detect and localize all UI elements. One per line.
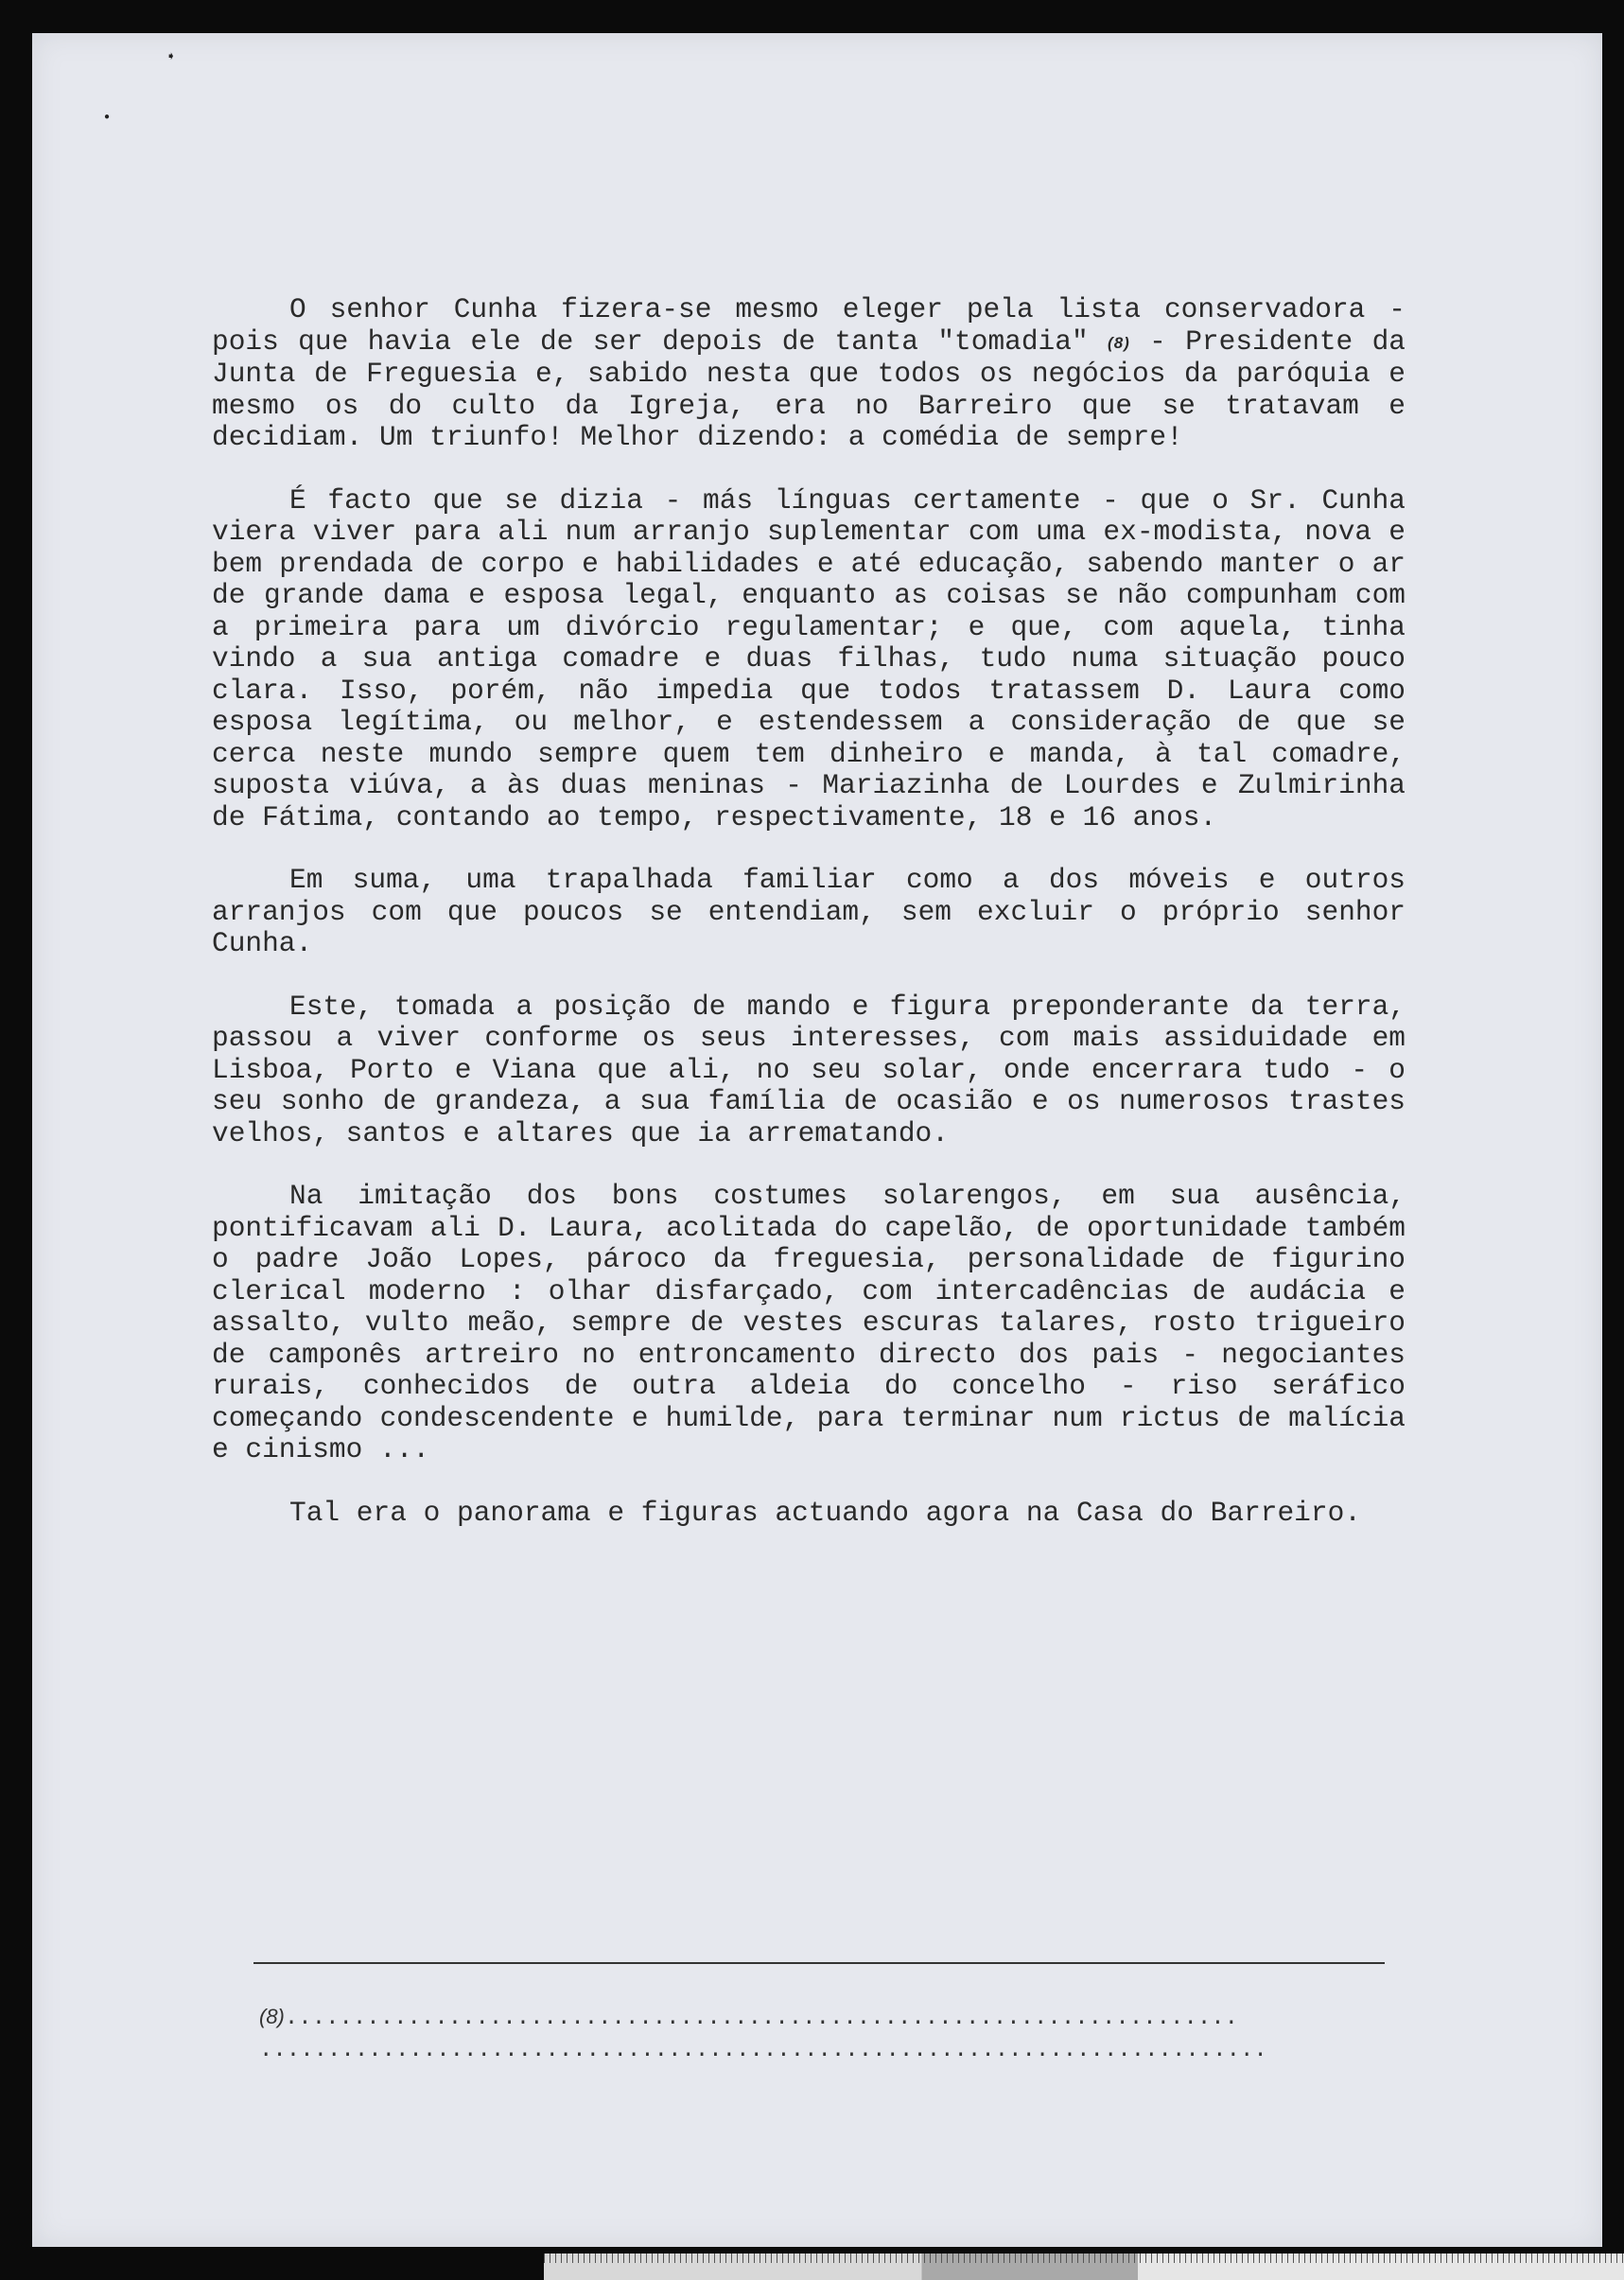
footnote-line-2: .......................................................................... — [259, 2038, 1267, 2063]
paragraph-6: Tal era o panorama e figuras actuando agora na Casa do Barreiro. — [289, 1496, 1361, 1529]
paragraph-3: Em suma, uma trapalhada familiar como a dos móveis e outros arranjos com que poucos se entendiam, sem excluir o próprio senhor Cunha. — [212, 864, 1406, 959]
dot-mark-icon: ● — [104, 113, 111, 123]
document-page — [32, 33, 1602, 2247]
footnote-reference: (8) — [1108, 333, 1130, 352]
scan-scale-ruler — [544, 2254, 1624, 2280]
footnote-number: (8) — [259, 2005, 285, 2028]
footnote-line-1: (8)...................................................................... — [259, 2005, 1239, 2031]
body-text — [212, 294, 1406, 1560]
paragraph-4: Este, tomada a posição de mando e figura preponderante da terra, passou a viver conforme os seus interesses, com mais assiduidade em Lisboa, Porto e Viana que ali, no seu solar, onde encerrara tudo - o seu sonho de grandeza, a sua família de ocasião e os numerosos trastes velhos, santos e altares que ia arrematando. — [212, 990, 1406, 1149]
paragraph-5: Na imitação dos bons costumes solarengos, em sua ausência, pontificavam ali D. Laura, acolitada do capelão, de oportunidade também o padre João Lopes, pároco da freguesia, personalidade de figurino clerical moderno : olhar disfarçado, com intercadências de audácia e assalto, vulto meão, sempre de vestes escuras talares, rosto trigueiro de camponês artreiro no entroncamento directo dos pais - negociantes rurais, conhecidos de outra aldeia do concelho - riso seráfico começando condescendente e humilde, para terminar num rictus de malícia e cinismo ... — [212, 1180, 1406, 1465]
footnote-divider — [253, 1962, 1385, 1964]
paragraph-2: É facto que se dizia - más línguas certamente - que o Sr. Cunha viera viver para ali num arranjo suplementar com uma ex-modista, nova e bem prendada de corpo e habilidades e até educação, sabendo manter o ar de grande dama e esposa legal, enquanto as coisas se não compunham com a primeira para um divórcio regulamentar; e que, com aquela, tinha vindo a sua antiga comadre e duas filhas, tudo numa situação pouco clara. Isso, porém, não impedia que todos tratassem D. Laura como esposa legítima, ou melhor, e estendessem a consideração de que se cerca neste mundo sempre quem tem dinheiro e manda, à tal comadre, suposta viúva, a às duas meninas - Mariazinha de Lourdes e Zulmirinha de Fátima, contando ao tempo, respectivamente, 18 e 16 anos. — [212, 483, 1406, 833]
paragraph-1: O senhor Cunha fizera-se mesmo eleger pela lista conservadora - pois que havia ele de ser depois de tanta "tomadia" (8) - Presidente da Junta de Freguesia e, sabido nesta que todos os negócios da paróquia e mesmo os do culto da Igreja, era no Barreiro que se tratavam e decidiam. Um triunfo! Melhor dizendo: a comédia de sempre! — [212, 293, 1406, 453]
arrow-mark-icon: ➧ — [166, 49, 176, 66]
